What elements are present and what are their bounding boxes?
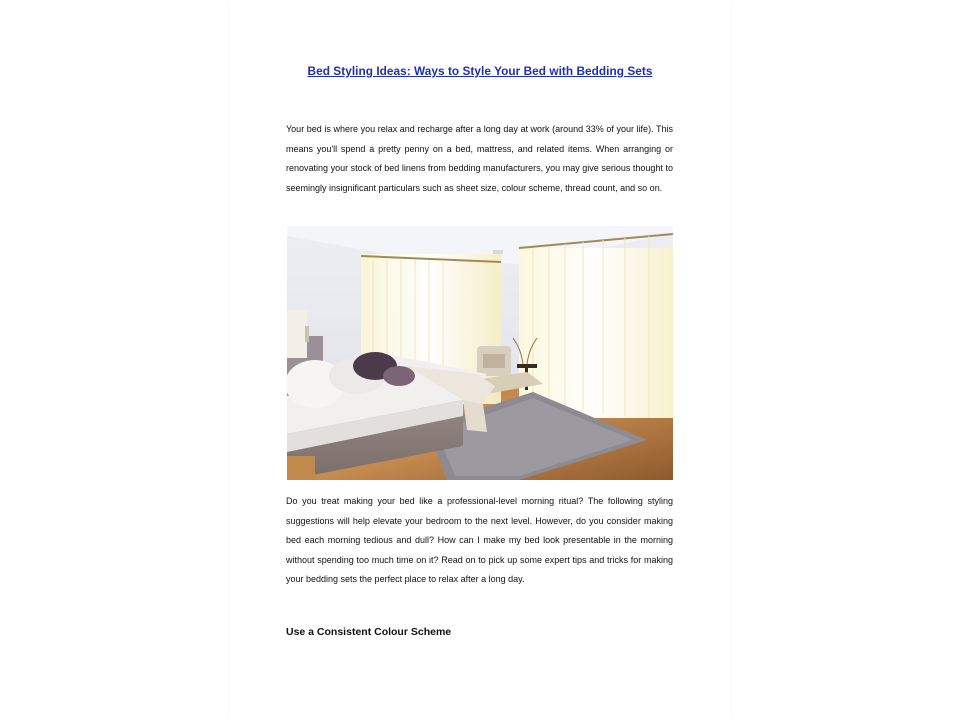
- body-paragraph: Do you treat making your bed like a professional-level morning ritual? The following styling suggestions will help elevate your bedroom to the next level. However, do you consider making bed each morning tedious and dull? How can I make my bed look presentable in the morning without spending too much time on it? Read on to pick up some expert tips and tricks for making your bedding sets the perfect place to relax after a long day.: [286, 496, 673, 584]
- intro-paragraph: Your bed is where you relax and recharge after a long day at work (around 33% of your life). This means you'll spend a pretty penny on a bed, mattress, and related items. When arranging or renovating your stock of bed linens from bedding manufacturers, you may give serious thought to seemingly insignificant particulars such as sheet size, colour scheme, thread count, and so on.: [286, 124, 673, 193]
- document-title-link[interactable]: Bed Styling Ideas: Ways to Style Your Bed with Bedding Sets: [307, 64, 653, 78]
- section-heading: Use a Consistent Colour Scheme: [286, 626, 452, 638]
- bedroom-photo: [287, 226, 673, 480]
